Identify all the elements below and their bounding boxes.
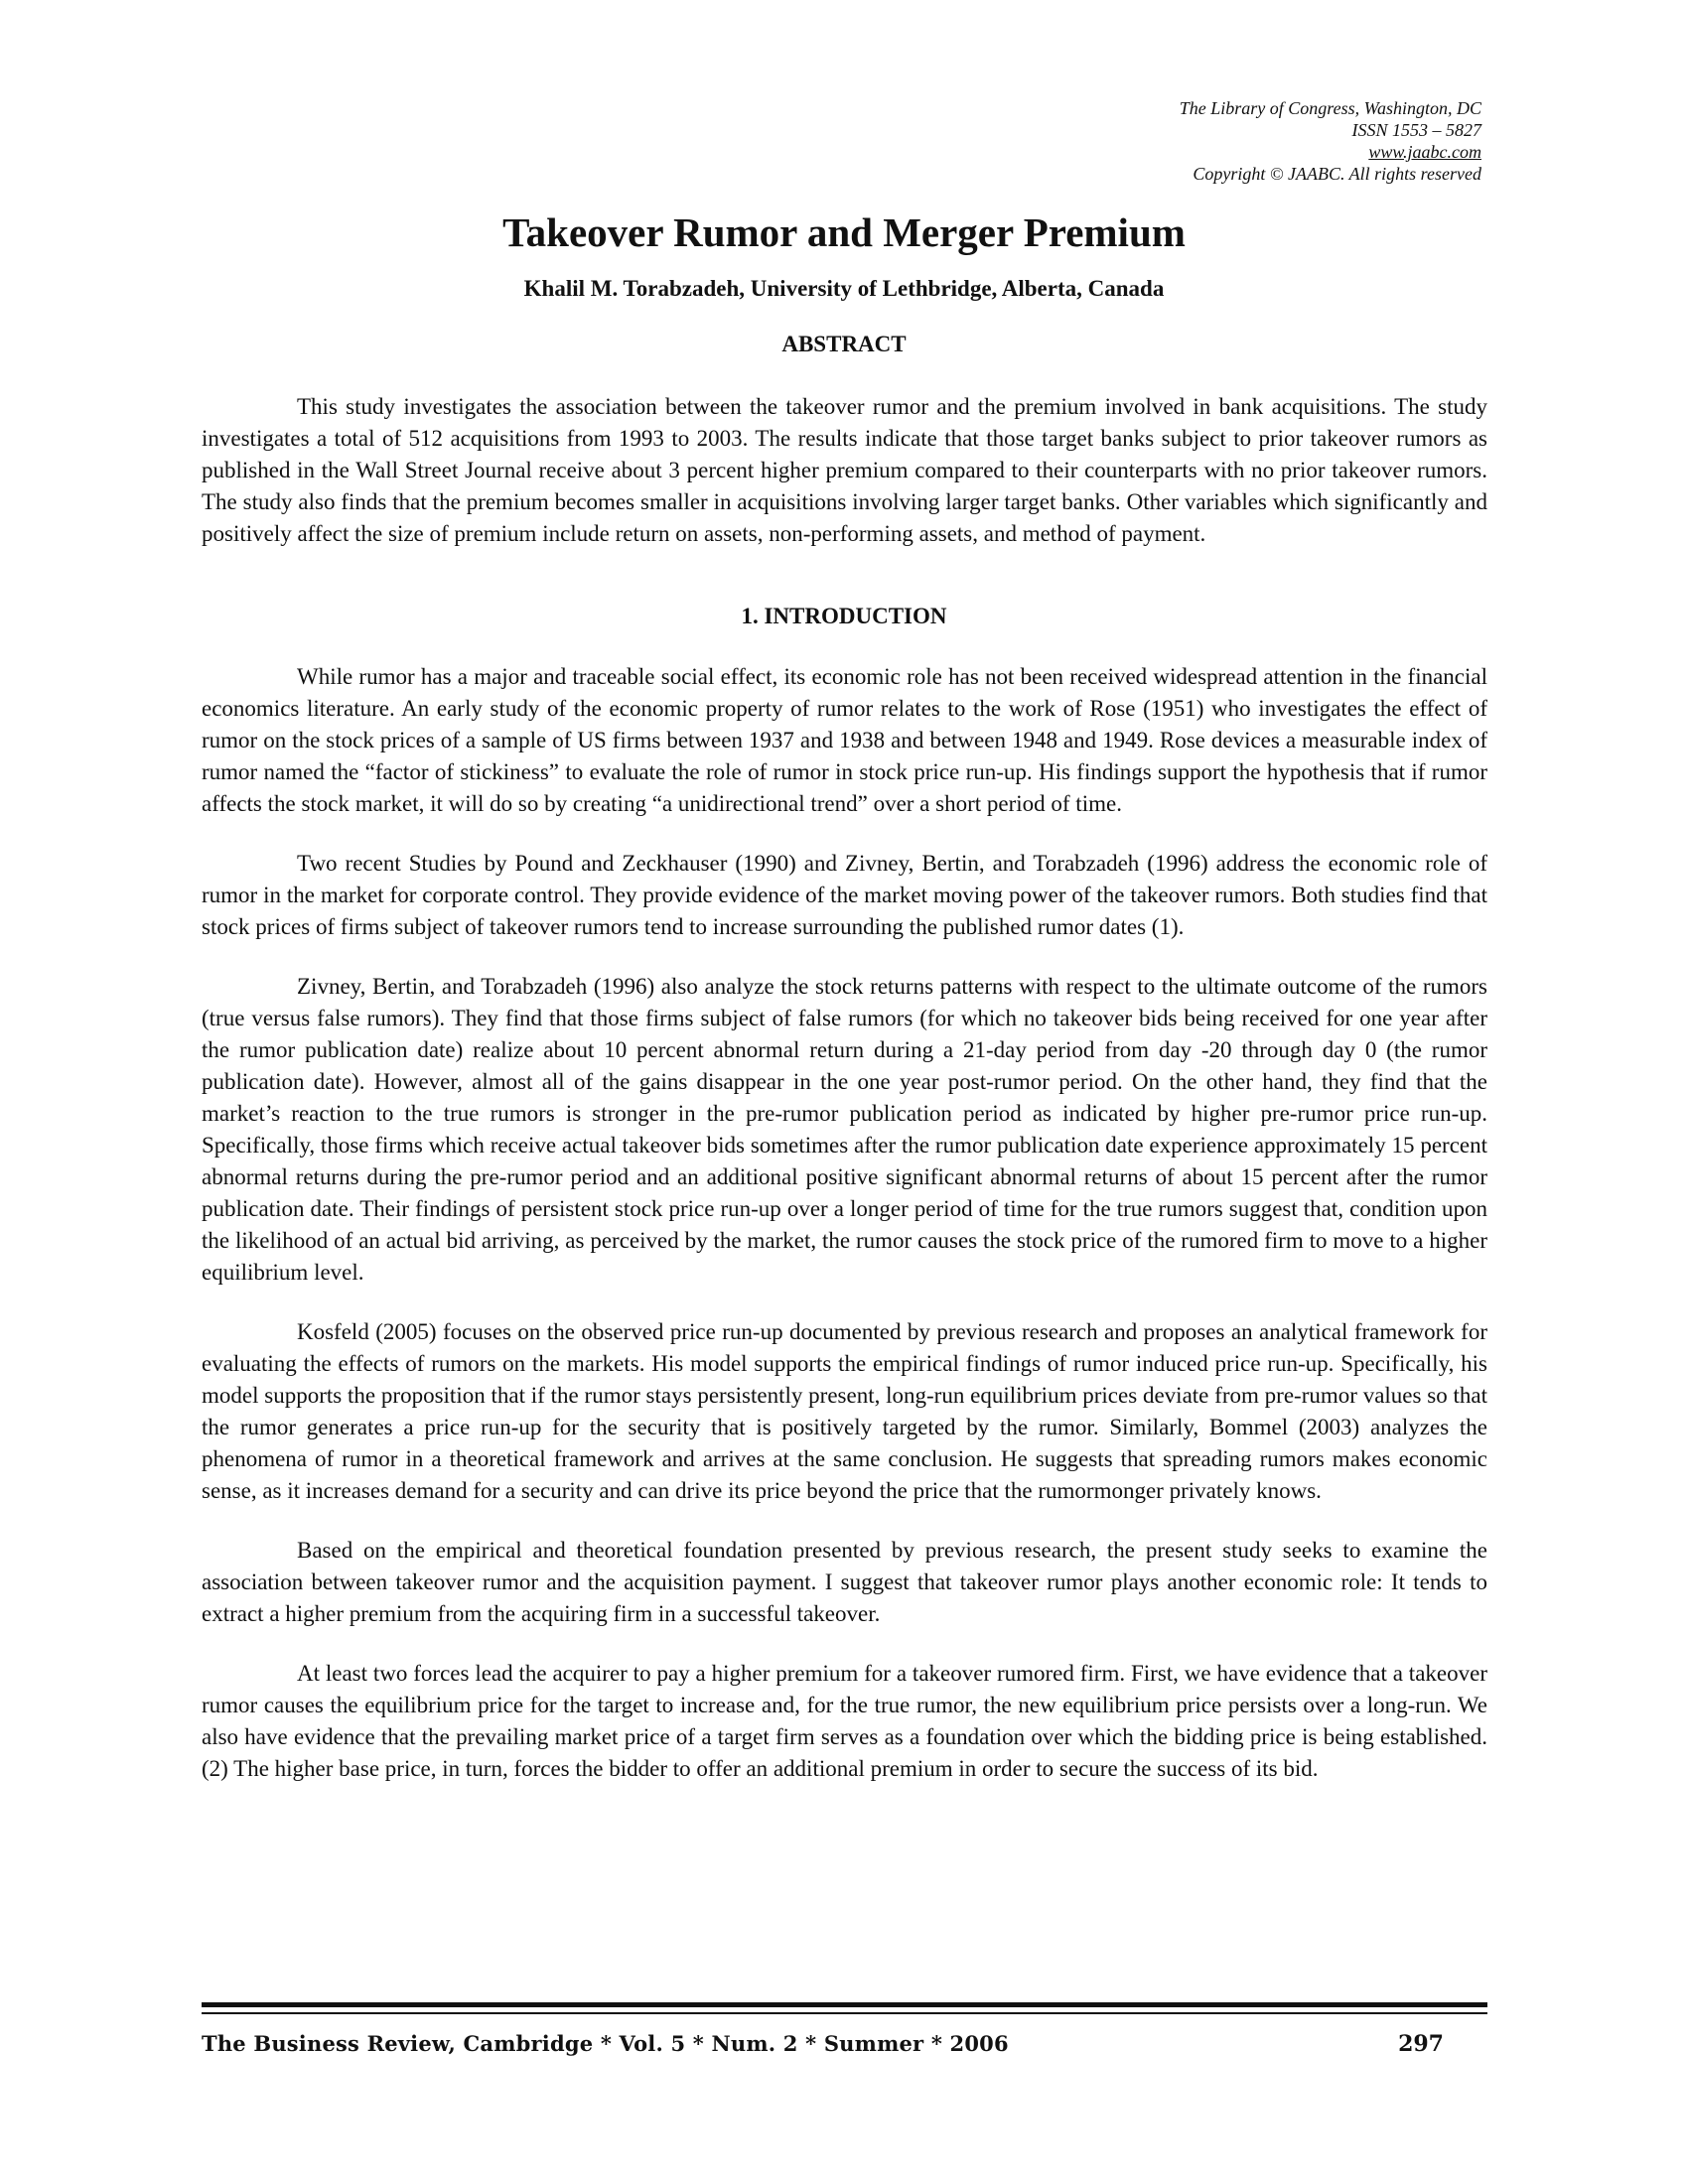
journal-header xyxy=(1180,97,1481,185)
footer-rule-thick xyxy=(202,2002,1487,2007)
abstract-text: This study investigates the association between the takeover rumor and the premium involved in bank acquisitions. The study investigates a total of 512 acquisitions from 1993 to 2003. The results indicate that those target banks subject to prior takeover rumors as published in the Wall Street Journal receive about 3 percent higher premium compared to their counterparts with no prior takeover rumors. The study also finds that the premium becomes smaller in acquisitions involving larger target banks. Other variables which significantly and positively affect the size of premium include return on assets, non-performing assets, and method of payment. xyxy=(202,394,1487,546)
page-number: 297 xyxy=(1398,2031,1444,2057)
introduction-heading: 1. INTRODUCTION xyxy=(741,604,947,628)
intro-paragraph-1: While rumor has a major and traceable social effect, its economic role has not been received widespread attention in the financial economics literature. An early study of the economic property of rumor relates to the work of Rose (1951) who investigates the effect of rumor on the stock prices of a sample of US firms between 1937 and 1938 and between 1948 and 1949. Rose devices a measurable index of rumor named the “factor of stickiness” to evaluate the role of rumor in stock price run-up. His findings support the hypothesis that if rumor affects the stock market, it will do so by creating “a unidirectional trend” over a short period of time. xyxy=(202,664,1487,816)
footer-rule-thin xyxy=(202,2012,1487,2014)
intro-paragraph-3: Zivney, Bertin, and Torabzadeh (1996) also analyze the stock returns patterns with respect to the ultimate outcome of the rumors (true versus false rumors). They find that those firms subject of false rumors (for which no takeover bids being received for one year after the rumor publication date) realize about 10 percent abnormal return during a 21-day period from day -20 through day 0 (the rumor publication date). However, almost all of the gains disappear in the one year post-rumor period. On the other hand, they find that the market’s reaction to the true rumors is stronger in the pre-rumor publication period as indicated by higher pre-rumor price run-up. Specifically, those firms which receive actual takeover bids sometimes after the rumor publication date experience approximately 15 percent abnormal returns during the pre-rumor period and an additional positive significant abnormal returns of about 15 percent after the rumor publication date. Their findings of persistent stock price run-up over a longer period of time for the true rumors suggest that, condition upon the likelihood of an actual bid arriving, as perceived by the market, the rumor causes the stock price of the rumored firm to move to a higher equilibrium level. xyxy=(202,974,1487,1285)
intro-paragraph-6: At least two forces lead the acquirer to pay a higher premium for a takeover rumored firm. First, we have evidence that a takeover rumor causes the equilibrium price for the target to increase and, for the true rumor, the new equilibrium price persists over a long-run. We also have evidence that the prevailing market price of a target firm serves as a foundation over which the bidding price is being established. (2) The higher base price, in turn, forces the bidder to offer an additional premium in order to secure the success of its bid. xyxy=(202,1661,1487,1781)
introduction-section xyxy=(202,661,1487,1813)
paper-title: Takeover Rumor and Merger Premium xyxy=(502,209,1186,255)
abstract-heading: ABSTRACT xyxy=(781,332,907,356)
abstract-section xyxy=(202,391,1487,578)
library-line: The Library of Congress, Washington, DC xyxy=(1179,98,1481,118)
copyright-line: Copyright © JAABC. All rights reserved xyxy=(1193,164,1481,184)
author-line: Khalil M. Torabzadeh, University of Lethbridge, Alberta, Canada xyxy=(523,276,1165,301)
footer-journal-citation: The Business Review, Cambridge * Vol. 5 * Num. 2 * Summer * 2006 xyxy=(202,2031,1009,2056)
issn-line: ISSN 1553 – 5827 xyxy=(1351,120,1481,140)
intro-paragraph-5: Based on the empirical and theoretical foundation presented by previous research, the present study seeks to examine the association between takeover rumor and the acquisition payment. I suggest that takeover rumor plays another economic role: It tends to extract a higher premium from the acquiring firm in a successful takeover. xyxy=(202,1538,1487,1626)
intro-paragraph-2: Two recent Studies by Pound and Zeckhauser (1990) and Zivney, Bertin, and Torabzadeh (1996) address the economic role of rumor in the market for corporate control. They provide evidence of the market moving power of the takeover rumors. Both studies find that stock prices of firms subject of takeover rumors tend to increase surrounding the published rumor dates (1). xyxy=(202,851,1487,939)
website-link[interactable]: www.jaabc.com xyxy=(1368,142,1481,162)
intro-paragraph-4: Kosfeld (2005) focuses on the observed price run-up documented by previous research and proposes an analytical framework for evaluating the effects of rumors on the markets. His model supports the empirical findings of rumor induced price run-up. Specifically, his model supports the proposition that if the rumor stays persistently present, long-run equilibrium prices deviate from pre-rumor values so that the rumor generates a price run-up for the security that is positively targeted by the rumor. Similarly, Bommel (2003) analyzes the phenomena of rumor in a theoretical framework and arrives at the same conclusion. He suggests that spreading rumors makes economic sense, as it increases demand for a security and can drive its price beyond the price that the rumormonger privately knows. xyxy=(202,1319,1487,1503)
